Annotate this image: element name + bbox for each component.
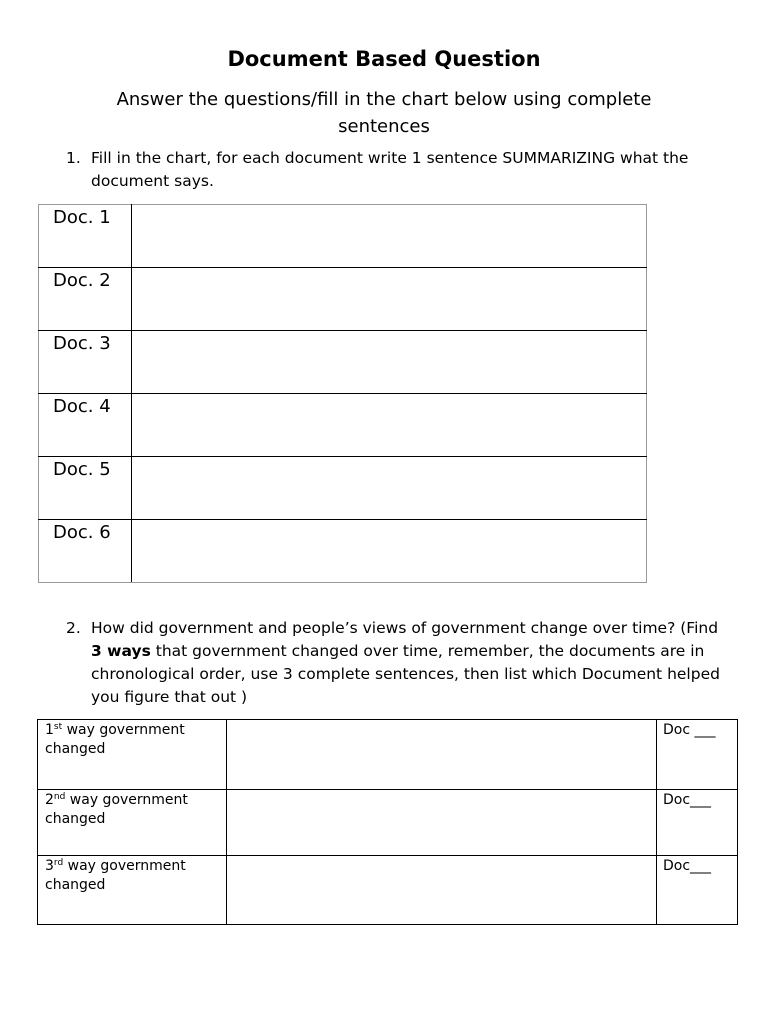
question-2-text-after: that government changed over time, remember, the documents are in chronological order, use 3 complete sentences, then list which Document helped you figure that out ) xyxy=(91,642,720,706)
way-label xyxy=(38,856,227,925)
way-ordinal: 1 xyxy=(45,722,54,738)
way-label-text: way government changed xyxy=(45,792,188,827)
way-ordinal-suffix: st xyxy=(53,722,63,732)
way-label-text: way government changed xyxy=(45,722,185,757)
way-answer-cell[interactable] xyxy=(227,790,657,856)
page-subtitle: Answer the questions/fill in the chart below using complete sentences xyxy=(116,89,652,137)
way-answer-cell[interactable] xyxy=(227,720,657,790)
doc-label: Doc. 5 xyxy=(39,457,132,520)
ways-row xyxy=(38,720,738,790)
doc-label: Doc. 4 xyxy=(39,394,132,457)
summary-table xyxy=(38,204,647,583)
ways-row xyxy=(38,856,738,925)
summary-row xyxy=(39,394,647,457)
way-answer-cell[interactable] xyxy=(227,856,657,925)
doc-label: Doc. 3 xyxy=(39,331,132,394)
page-title: Document Based Question xyxy=(227,47,541,71)
question-2-text-before: How did government and people’s views of government change over time? (Find xyxy=(91,619,719,637)
question-2-text xyxy=(91,617,726,709)
summary-answer-cell[interactable] xyxy=(132,268,647,331)
summary-answer-cell[interactable] xyxy=(132,520,647,583)
doc-reference[interactable]: Doc ___ xyxy=(657,720,738,790)
way-ordinal: 2 xyxy=(45,792,54,808)
way-label-text: way government changed xyxy=(45,858,186,893)
way-label xyxy=(38,720,227,790)
doc-label: Doc. 2 xyxy=(39,268,132,331)
summary-row xyxy=(39,331,647,394)
way-ordinal-suffix: nd xyxy=(53,792,66,802)
summary-row xyxy=(39,205,647,268)
question-1-number: 1. xyxy=(66,149,81,167)
summary-row xyxy=(39,457,647,520)
summary-answer-cell[interactable] xyxy=(132,394,647,457)
way-label xyxy=(38,790,227,856)
doc-reference[interactable]: Doc___ xyxy=(657,856,738,925)
doc-label: Doc. 6 xyxy=(39,520,132,583)
way-ordinal: 3 xyxy=(45,858,54,874)
summary-row xyxy=(39,268,647,331)
doc-reference[interactable]: Doc___ xyxy=(657,790,738,856)
summary-row xyxy=(39,520,647,583)
question-2 xyxy=(66,617,726,709)
question-1-text: Fill in the chart, for each document write 1 sentence SUMMARIZING what the document says. xyxy=(91,149,689,190)
summary-answer-cell[interactable] xyxy=(132,457,647,520)
summary-answer-cell[interactable] xyxy=(132,205,647,268)
question-1 xyxy=(66,147,706,193)
ways-table xyxy=(37,719,738,925)
doc-label: Doc. 1 xyxy=(39,205,132,268)
summary-answer-cell[interactable] xyxy=(132,331,647,394)
ways-row xyxy=(38,790,738,856)
question-2-number: 2. xyxy=(66,619,81,637)
way-ordinal-suffix: rd xyxy=(53,858,64,868)
question-2-emphasis: 3 ways xyxy=(91,642,151,660)
